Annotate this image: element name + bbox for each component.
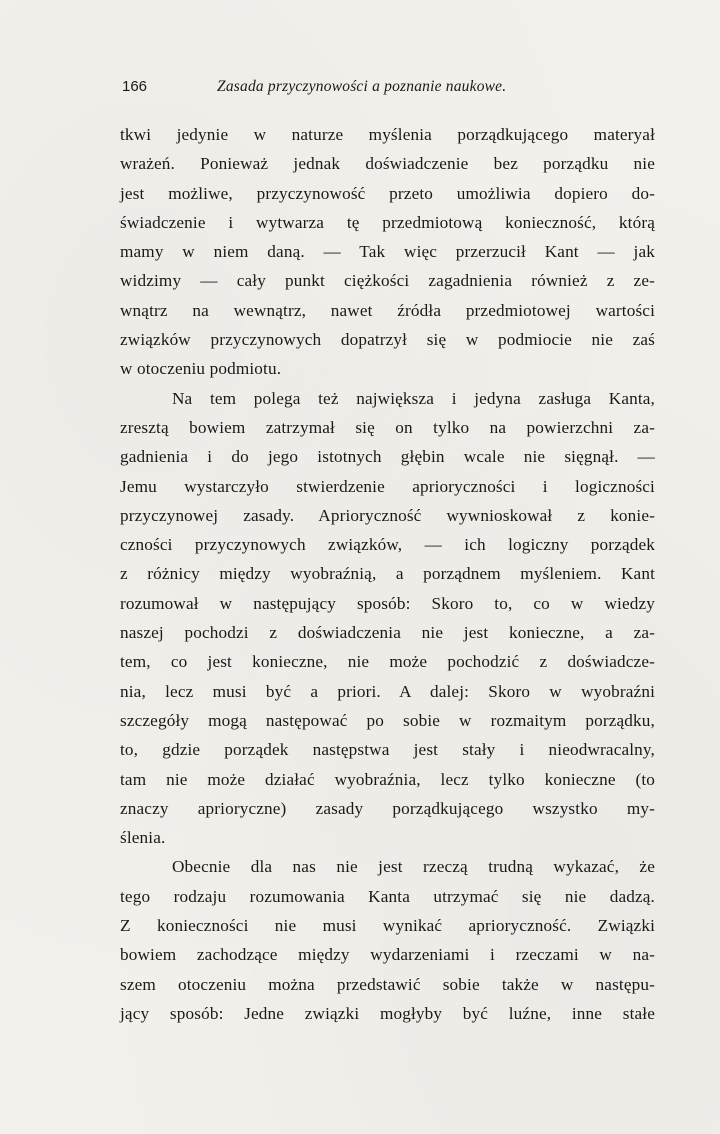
text-line: tam nie może działać wyobraźnia, lecz tylko konieczne (to — [120, 769, 655, 789]
text-line: nia, lecz musi być a priori. A dalej: Skoro w wyobraźni — [120, 681, 655, 701]
text-line: ślenia. — [120, 828, 166, 848]
text-line: z różnicy między wyobraźnią, a porządnem myśleniem. Kant — [120, 564, 655, 584]
text-line: Jemu wystarczyło stwierdzenie aprioryczności i logiczności — [120, 476, 655, 496]
text-line: w otoczeniu podmiotu. — [120, 359, 282, 379]
text-line: związków przyczynowych dopatrzył się w podmiocie nie zaś — [120, 330, 655, 350]
text-line: gadnienia i do jego istotnych głębin wcale nie sięgnął. — — [120, 447, 655, 467]
text-line: to, gdzie porządek następstwa jest stały i nieodwracalny, — [120, 740, 655, 760]
text-line: Na tem polega też największa i jedyna zasługa Kanta, — [172, 388, 655, 408]
text-line: widzimy — cały punkt ciężkości zagadnienia również z ze- — [120, 271, 655, 291]
page-number: 166 — [122, 78, 148, 95]
paragraph — [120, 852, 655, 1028]
text-line: bowiem zachodzące między wydarzeniami i rzeczami w na- — [120, 945, 655, 965]
text-line: wrażeń. Ponieważ jednak doświadczenie bez porządku nie — [120, 154, 655, 174]
text-line: jest możliwe, przyczynowość przeto umożliwia dopiero do- — [120, 183, 655, 203]
paragraph — [120, 120, 655, 384]
text-line: tego rodzaju rozumowania Kanta utrzymać się nie dadzą. — [120, 886, 655, 906]
paragraph — [120, 384, 655, 853]
text-line: Z konieczności nie musi wynikać aprioryczność. Związki — [120, 916, 655, 936]
text-line: wnątrz na wewnątrz, nawet źródła przedmiotowej wartości — [120, 300, 655, 320]
text-line: zresztą bowiem zatrzymał się on tylko na powierzchni za- — [120, 417, 655, 437]
text-line: szem otoczeniu można przedstawić sobie także w następu- — [120, 974, 655, 994]
body-text — [120, 120, 655, 1028]
text-line: naszej pochodzi z doświadczenia nie jest konieczne, a za- — [120, 623, 655, 643]
text-line: świadczenie i wytwarza tę przedmiotową konieczność, którą — [120, 212, 655, 232]
text-line: tem, co jest konieczne, nie może pochodzić z doświadcze- — [120, 652, 655, 672]
text-line: czności przyczynowych związków, — ich logiczny porządek — [120, 535, 655, 555]
text-line: tkwi jedynie w naturze myślenia porządkującego materyał — [120, 125, 655, 144]
text-line: jący sposób: Jedne związki mogłyby być luźne, inne stałe — [120, 1003, 655, 1023]
text-line: przyczynowej zasady. Aprioryczność wywnioskował z konie- — [120, 505, 655, 525]
text-line: Obecnie dla nas nie jest rzeczą trudną wykazać, że — [172, 857, 655, 877]
page-header — [122, 74, 592, 100]
text-line: mamy w niem daną. — Tak więc przerzucił Kant — jak — [120, 242, 655, 262]
running-title: Zasada przyczynowości a poznanie naukowe. — [217, 78, 507, 95]
text-line: znaczy aprioryczne) zasady porządkującego wszystko my- — [120, 798, 655, 818]
text-line: szczegóły mogą następować po sobie w rozmaitym porządku, — [120, 710, 655, 730]
text-line: rozumował w następujący sposób: Skoro to, co w wiedzy — [120, 593, 655, 613]
